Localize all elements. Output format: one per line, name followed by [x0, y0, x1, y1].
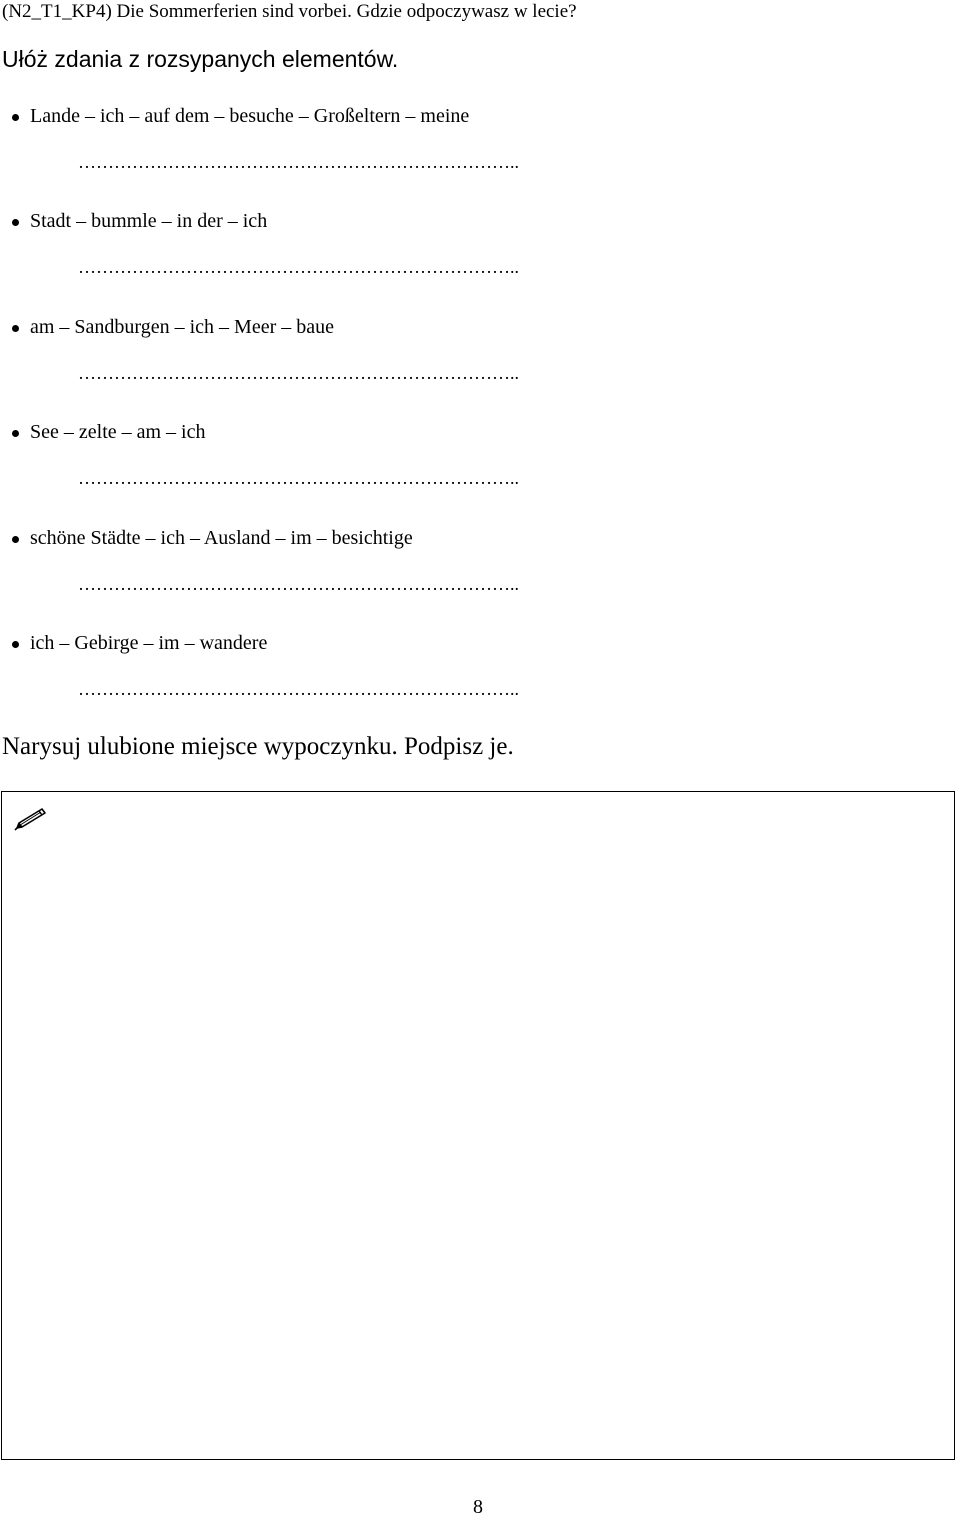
- list-item: [0, 312, 960, 417]
- exercise-instruction: Ułóż zdania z rozsypanych elementów.: [2, 46, 399, 72]
- page-number: 8: [473, 1496, 483, 1518]
- list-item: [0, 417, 960, 522]
- answer-line[interactable]: ………………………………………………………………..: [78, 152, 519, 172]
- scrambled-words: Stadt – bummle – in der – ich: [30, 210, 268, 232]
- list-item: [0, 628, 960, 733]
- drawing-area[interactable]: [1, 791, 955, 1460]
- list-item: [0, 101, 960, 206]
- list-item: [0, 523, 960, 628]
- answer-line[interactable]: ………………………………………………………………..: [78, 468, 519, 488]
- list-item: [0, 206, 960, 311]
- bullet-icon: [12, 430, 19, 437]
- answer-line[interactable]: ………………………………………………………………..: [78, 574, 519, 594]
- answer-line[interactable]: ………………………………………………………………..: [78, 679, 519, 699]
- pencil-icon: [13, 806, 49, 832]
- answer-line[interactable]: ………………………………………………………………..: [78, 257, 519, 277]
- bullet-icon: [12, 536, 19, 543]
- bullet-icon: [12, 641, 19, 648]
- bullet-icon: [12, 114, 19, 121]
- answer-line[interactable]: ………………………………………………………………..: [78, 363, 519, 383]
- scrambled-words: See – zelte – am – ich: [30, 421, 206, 443]
- scrambled-words: ich – Gebirge – im – wandere: [30, 632, 268, 654]
- drawing-instruction: Narysuj ulubione miejsce wypoczynku. Podpisz je.: [2, 733, 514, 760]
- scrambled-words: Lande – ich – auf dem – besuche – Großeltern – meine: [30, 105, 470, 127]
- bullet-icon: [12, 219, 19, 226]
- scrambled-words: schöne Städte – ich – Ausland – im – besichtige: [30, 527, 413, 549]
- scrambled-words: am – Sandburgen – ich – Meer – baue: [30, 316, 334, 338]
- exercise-title: (N2_T1_KP4) Die Sommerferien sind vorbei. Gdzie odpoczywasz w lecie?: [2, 1, 577, 22]
- bullet-icon: [12, 325, 19, 332]
